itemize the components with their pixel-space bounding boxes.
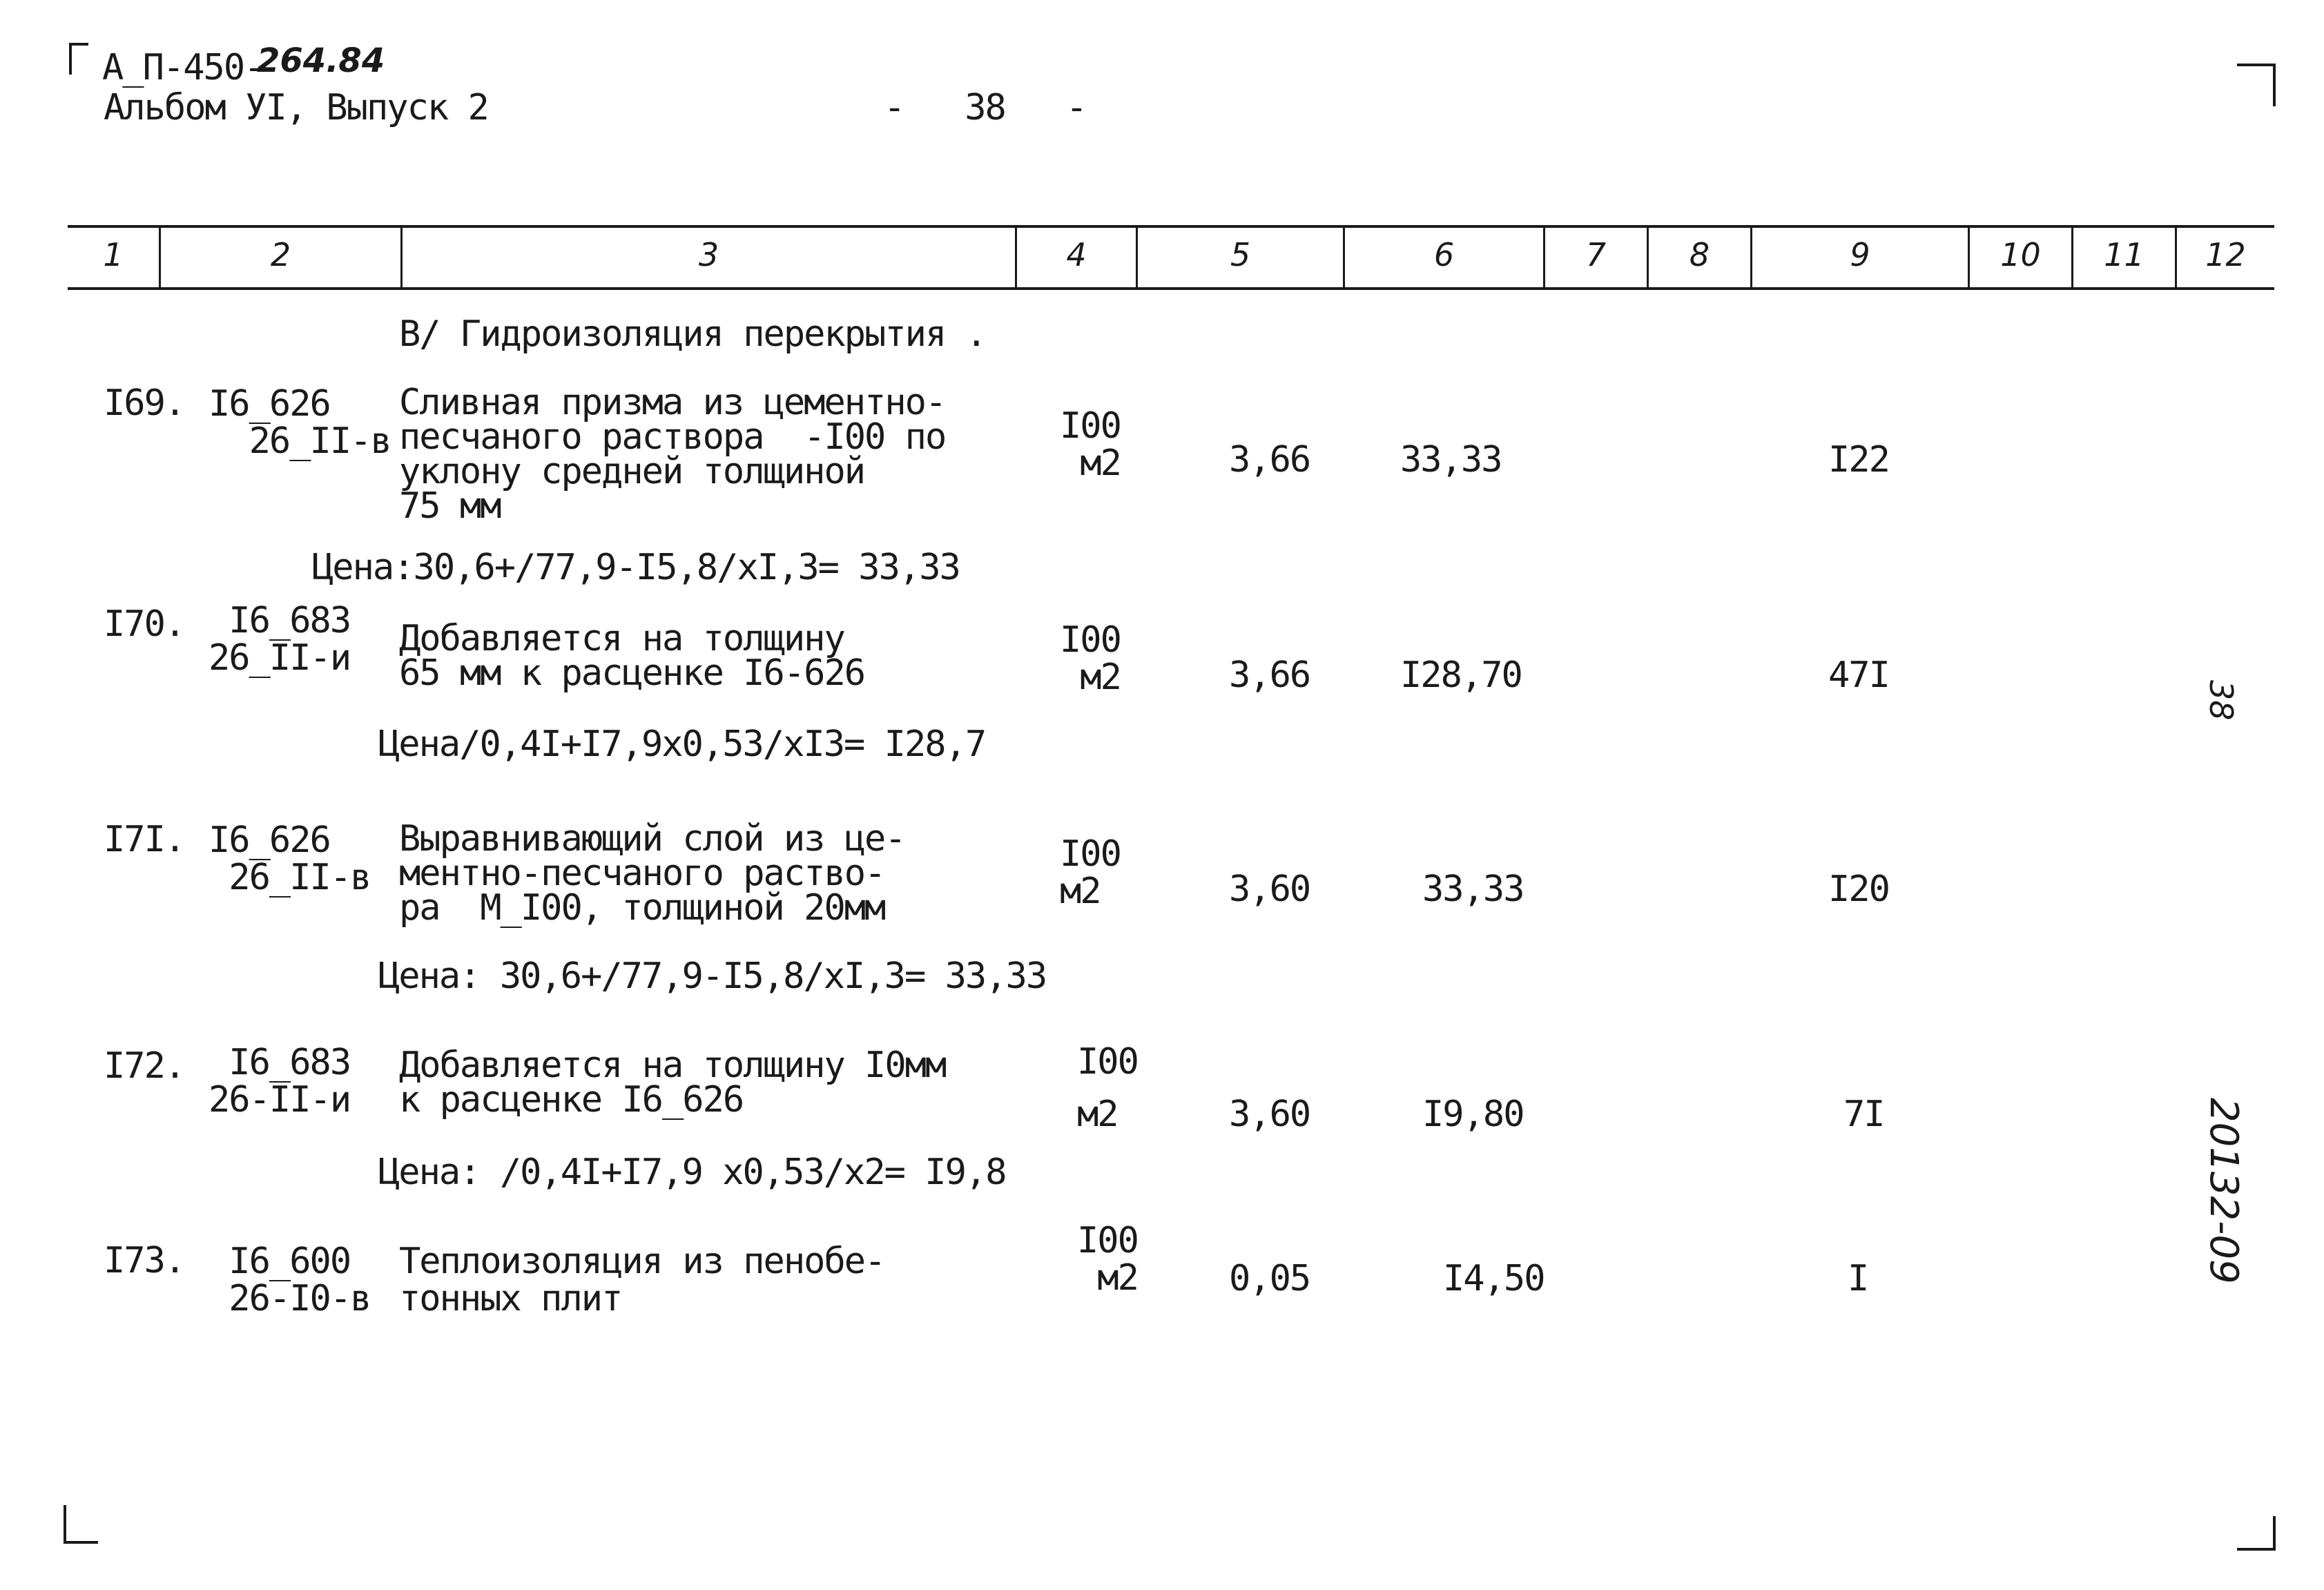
page-number: - 38 - [884, 87, 1087, 128]
album-title: Альбом УI, Выпуск 2 [104, 87, 488, 128]
unit: I00 [1077, 1041, 1138, 1083]
rate-code: I6_600 26-I0-в [229, 1241, 371, 1319]
corner-mark-bottom-left [64, 1505, 98, 1544]
total-cost: 7I [1843, 1094, 1884, 1135]
sheet-number-margin: 38 [2202, 680, 2240, 721]
unit: I00 м2 [1060, 405, 1121, 484]
unit-price: I4,50 [1443, 1258, 1545, 1299]
archive-number-margin: 20132-09 [2201, 1098, 2246, 1284]
column-header: 3 [698, 236, 719, 273]
column-header: 8 [1689, 236, 1710, 273]
column-header: 2 [270, 236, 291, 273]
rate-code: I6_683 26_II-и [209, 600, 351, 679]
work-description: Добавляется на толщину 65 мм к расценке I6-626 [399, 618, 865, 694]
column-header: 10 [2000, 236, 2041, 273]
quantity: 3,66 [1229, 655, 1310, 696]
document-code-handwritten: 264.84 [257, 41, 385, 80]
document-code: А_П-450- [102, 47, 264, 88]
unit-price: 33,33 [1400, 439, 1502, 481]
unit-price: I28,70 [1400, 655, 1522, 696]
column-header: 6 [1433, 236, 1455, 273]
price-formula: Цена/0,4I+I7,9x0,53/xI3= I28,7 [378, 724, 986, 765]
column-header: 11 [2104, 236, 2144, 273]
rate-code: I6_626 26_II-в [209, 820, 371, 898]
quantity: 3,66 [1229, 439, 1310, 481]
price-formula: Цена: 30,6+/77,9-I5,8/xI,3= 33,33 [378, 956, 1047, 997]
total-cost: I22 [1828, 439, 1889, 481]
row-number: I72. [104, 1045, 185, 1087]
total-cost: I20 [1828, 869, 1889, 910]
total-cost: 47I [1828, 655, 1889, 696]
corner-mark-top-right [2237, 64, 2276, 106]
section-title: В/ Гидроизоляция перекрытия . [399, 313, 986, 355]
row-number: I69. [104, 382, 185, 424]
unit: м2 [1077, 1094, 1118, 1135]
unit-price: 33,33 [1422, 869, 1524, 910]
row-number: I7I. [104, 819, 185, 860]
column-header: 7 [1585, 236, 1607, 273]
column-header: 5 [1230, 236, 1251, 273]
unit: I00 м2 [1060, 619, 1121, 698]
price-formula: Цена: /0,4I+I7,9 x0,53/x2= I9,8 [378, 1152, 1006, 1193]
rate-code: I6_626 26_II-в [209, 383, 391, 462]
unit-price: I9,80 [1422, 1094, 1524, 1135]
table-top-rule [68, 225, 2274, 228]
work-description: Выравнивающий слой из це- ментно-песчаного раство- ра М_I00, толщиной 20мм [399, 818, 905, 929]
quantity: 3,60 [1229, 869, 1310, 910]
column-header: 1 [103, 236, 124, 273]
total-cost: I [1848, 1258, 1868, 1299]
column-header: 9 [1850, 236, 1870, 273]
row-number: I70. [104, 603, 185, 645]
work-description: Сливная призма из цементно- песчаного раствора -I00 по уклону средней толщиной 75 мм [399, 382, 946, 527]
unit: I00 м2 [1060, 833, 1121, 912]
price-formula: Цена:30,6+/77,9-I5,8/xI,3= 33,33 [312, 547, 960, 588]
column-header: 12 [2205, 236, 2246, 273]
unit: I00 м2 [1077, 1220, 1138, 1299]
row-number: I73. [104, 1240, 185, 1281]
work-description: Добавляется на толщину I0мм к расценке I6_626 [399, 1045, 946, 1121]
quantity: 3,60 [1229, 1094, 1310, 1135]
corner-mark-top-left [69, 43, 88, 75]
table-header-rule [68, 287, 2274, 290]
rate-code: I6_683 26-II-и [209, 1042, 351, 1121]
column-header: 4 [1066, 236, 1087, 273]
work-description: Теплоизоляция из пенобе- тонных плит [399, 1241, 885, 1319]
quantity: 0,05 [1229, 1258, 1310, 1299]
corner-mark-bottom-right [2237, 1516, 2276, 1551]
